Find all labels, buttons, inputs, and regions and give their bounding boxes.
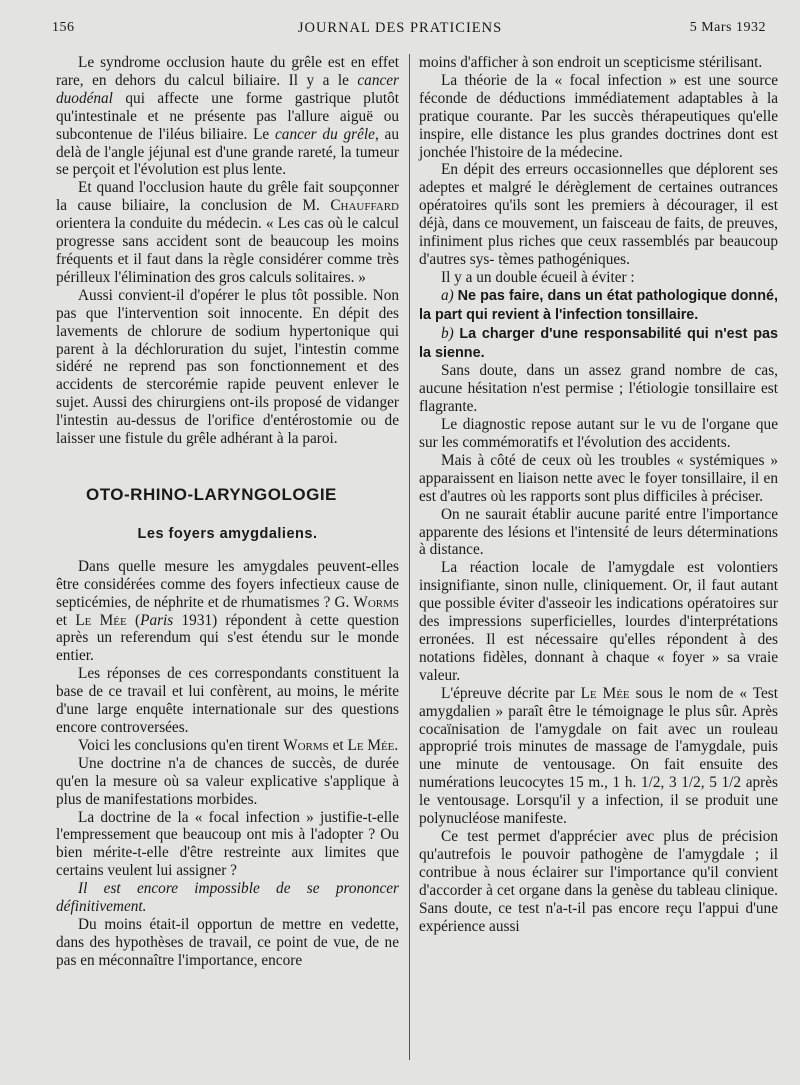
paragraph: Ce test permet d'apprécier avec plus de précision qu'autrefois le pouvoir pathogène de l'amygdale ; il contribue à nous éclairer sur l'importance qu'il convient d'accorder à cet organe dans la genèse du tableau clinique. Sans doute, ce test n'a-t-il pas encore reçu l'appui d'une expérience aussi [419,827,778,935]
paragraph: Il est encore impossible de se prononcer définitivement. [56,880,399,916]
issue-date: 5 Mars 1932 [689,20,766,35]
paragraph: moins d'afficher à son endroit un scepticisme stérilisant. [419,54,763,71]
list-item: a) Ne pas faire, dans un état pathologique donné, la part qui revient à l'infection tonsillaire. [419,286,779,323]
paragraph: Du moins était-il opportun de mettre en vedette, dans des hypothèses de travail, ce point de vue, de ne pas en méconnaître l'importance, encore [56,915,399,969]
paragraph: Le diagnostic repose autant sur le vu de l'organe que sur les commémoratifs et l'évolution des accidents. [419,416,778,452]
paragraph: On ne saurait établir aucune parité entre l'importance apparente des lésions et l'intensité de leurs déterminations à distance. [419,505,778,559]
left-column [56,54,399,970]
paragraph: Sans doute, dans un assez grand nombre de cas, aucune hésitation n'est permise ; l'étiologie tonsillaire est flagrante. [419,362,778,416]
journal-title: JOURNAL DES PRATICIENS [297,20,503,36]
paragraph: Les réponses de ces correspondants constituent la base de ce travail et lui confèrent, au moins, le mérite d'une large enquête internationale sur des questions encore controversées. [56,665,399,736]
paragraph: Une doctrine n'a de chances de succès, de durée qu'en la mesure où sa valeur explicative s'applique à plus de manifestations morbides. [56,754,399,808]
paragraph: Et quand l'occlusion haute du grêle fait soupçonner la cause biliaire, la conclusion de M. Chauffard orientera la conduite du médecin. « Les cas où le calcul progresse sans accident sont de beaucoup les moins fréquents et il faut dans la règle considérer comme très périlleux l'élimination des gros calculs solitaires. » [56,179,399,286]
running-header [0,14,800,42]
paragraph: Mais à côté de ceux où les troubles « systémiques » apparaissent en liaison nette avec le foyer tonsillaire, il en est d'autres où les rapports sont plus difficiles à préciser. [419,451,778,505]
page-number: 156 [52,20,75,35]
column-divider [409,54,410,1060]
paragraph: La théorie de la « focal infection » est une source féconde de déductions immédiatement adaptables à la pratique courante. Par les succès thérapeutiques qu'elle inspire, elle distance les plus grandes doctrines dont est jonchée l'histoire de la médecine. [419,71,778,161]
paragraph: Il y a un double écueil à éviter : [441,268,635,286]
section-title: OTO-RHINO-LARYNGOLOGIE [86,484,337,504]
paragraph: L'épreuve décrite par Le Mée sous le nom de « Test amygdalien » paraît être le témoignage le plus sûr. Après cocaïnisation de l'amygdale on fait avec un rouleau approprié trois minutes de massage de l'amygdale, puis une minute de ventousage. On fait ensuite des numérations leucocytes 15 m., 1 h. 1/2, 3 1/2, 5 1/2 après le ventousage. Lorsqu'il y a infection, il se produit une polynucléose manifeste. [419,684,778,828]
paragraph: La réaction locale de l'amygdale est volontiers insignifiante, sinon nulle, cliniquement. Or, il faut autant que possible éviter d'asseoir les indications opératoires sur des impressions superficielles, lourdes d'interprétations erronées. Il est nécessaire qu'elles répondent à des notations fidèles, donnant à chaque « foyer » sa vraie valeur. [419,559,778,684]
paragraph: La doctrine de la « focal infection » justifie-t-elle l'empressement que beaucoup ont mis à l'adopter ? Ou bien mérite-t-elle d'être restreinte aux limites que certains veulent lui assigner ? [56,808,399,880]
paragraph: Dans quelle mesure les amygdales peuvent-elles être considérées comme des foyers infectieux cause de septicémies, de néphrite et de rhumatismes ? G. Worms et Le Mée (Paris 1931) répondent à cette question après un referendum qui s'est étendu sur le monde entier. [56,557,399,665]
paragraph: Aussi convient-il d'opérer le plus tôt possible. Non pas que l'intervention soit innocente. En dépit des lavements de chlorure de sodium hypertonique qui parent à la déchloruration du sujet, l'intestin comme sidéré ne reprend pas son fonctionnement et des accidents de stercorémie rapide peuvent enlever le sujet. Aussi des chirurgiens ont-ils proposé de vidanger l'intestin au-dessus de l'orifice d'entérostomie ou de laisser une fistule du grêle adhérant à la paroi. [56,286,399,448]
right-column [419,54,778,935]
paragraph: En dépit des erreurs occasionnelles que déplorent ses adeptes et malgré le dérèglement de certaines outrances opératoires qu'ils sont les premiers à décourager, il est déjà, dans ce mouvement, un faisceau de faits, de preuves, infiniment plus riches que ceux rassemblés par beaucoup d'autres sys- tèmes pathogéniques. [419,161,778,268]
list-item: b) La charger d'une responsabilité qui n'est pas la sienne. [419,324,779,361]
paragraph: Voici les conclusions qu'en tirent Worms et Le Mée. [78,736,399,754]
article-title: Les foyers amygdaliens. [137,525,318,542]
paragraph: Le syndrome occlusion haute du grêle est en effet rare, en dehors du calcul biliaire. Il y a le cancer duodénal qui affecte une forme gastrique plutôt qu'intestinale et ne présente pas l'allure aiguë ou subcontenue de l'iléus biliaire. Le cancer du grêle, au delà de l'angle jéjunal est d'une grande rareté, la tumeur se perçoit et l'évolution est plus lente. [56,54,399,179]
